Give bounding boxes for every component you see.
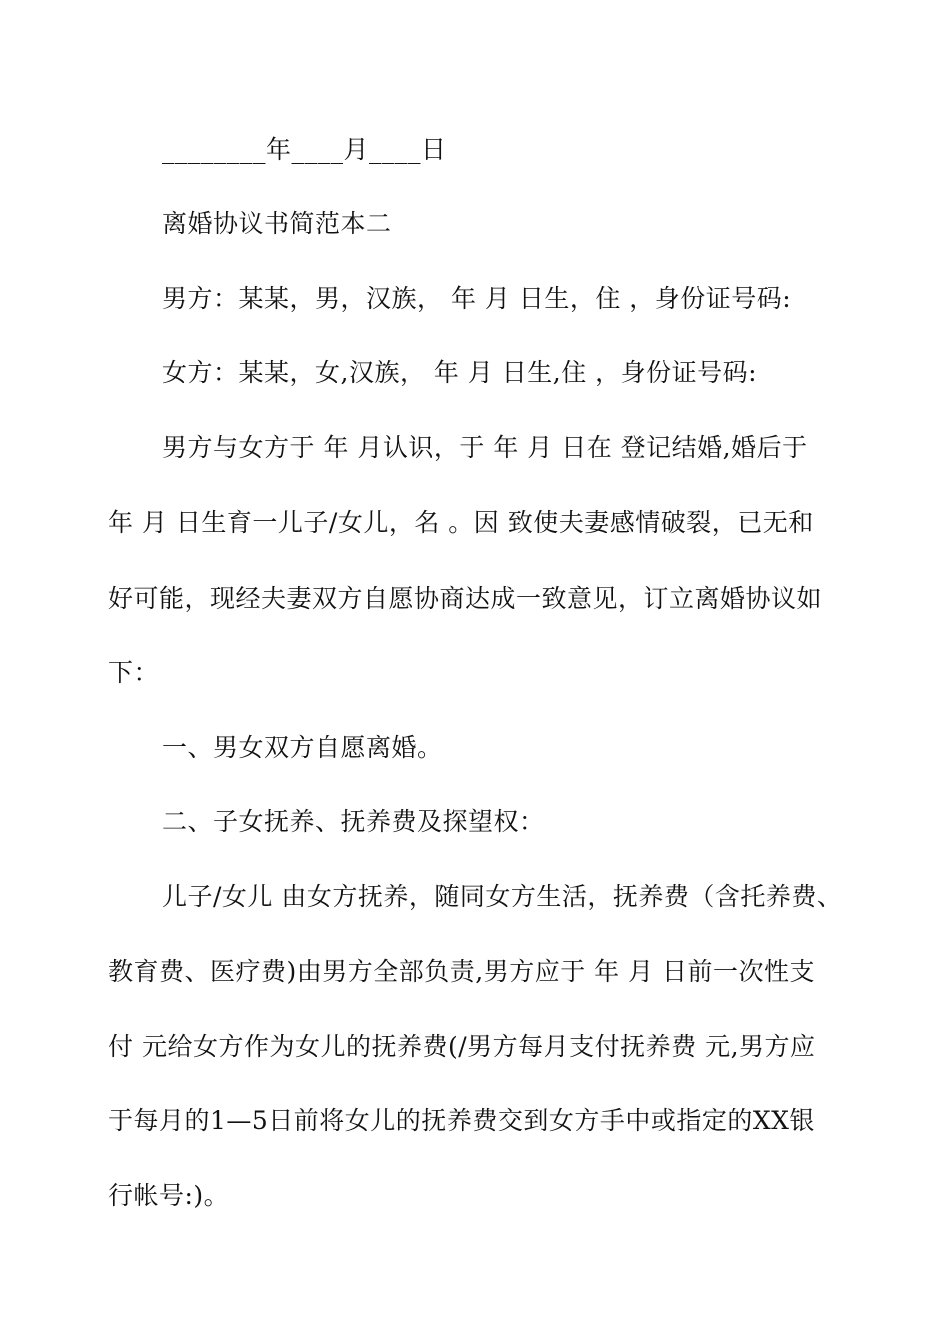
woman-info-line: 女方：某某，女,汉族， 年 月 日生,住 ，身份证号码: (162, 358, 758, 387)
clause-two: 二、子女抚养、抚养费及探望权： (162, 807, 545, 836)
clause-one: 一、男女双方自愿离婚。 (162, 733, 443, 762)
paragraph-line: 儿子/女儿 由女方抚养，随同女方生活，抚养费（含托养费、 (162, 882, 843, 911)
man-info-line: 男方：某某，男，汉族， 年 月 日生，住 ，身份证号码: (162, 284, 792, 313)
paragraph-line: 于每月的1—5日前将女儿的抚养费交到女方手中或指定的XX银 (108, 1106, 815, 1135)
paragraph-line: 行帐号:)。 (108, 1181, 230, 1210)
paragraph-line: 下： (108, 658, 160, 687)
paragraph-line: 年 月 日生育一儿子/女儿，名 。因 致使夫妻感情破裂，已无和 (108, 508, 814, 537)
date-line: ________年____月____日 (162, 135, 447, 164)
paragraph-line: 教育费、医疗费)由男方全部负责,男方应于 年 月 日前一次性支 (108, 957, 816, 986)
paragraph-line: 好可能，现经夫妻双方自愿协商达成一致意见，订立离婚协议如 (108, 584, 823, 613)
paragraph-line: 男方与女方于 年 月认识，于 年 月 日在 登记结婚,婚后于 (162, 433, 808, 462)
document-heading: 离婚协议书简范本二 (162, 209, 392, 238)
paragraph-line: 付 元给女方作为女儿的抚养费(/男方每月支付抚养费 元,男方应 (108, 1032, 816, 1061)
